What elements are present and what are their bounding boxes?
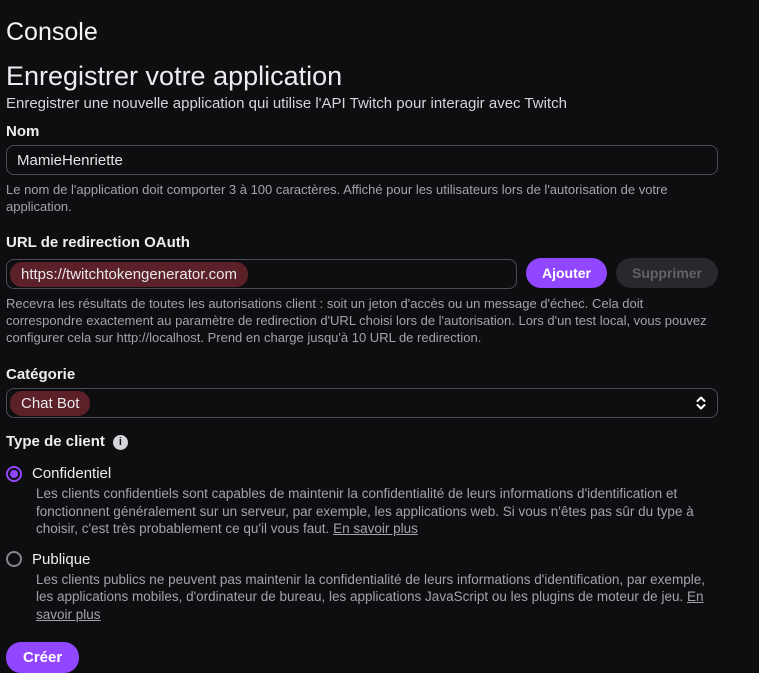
client-type-field xyxy=(6,432,718,623)
name-field xyxy=(6,122,718,215)
public-description-text: Les clients publics ne peuvent pas maintenir la confidentialité de leurs informations d'identification, par exemple, les applications mobiles, d'ordinateur de bureau, les applications JavaScript ou les plugins de moteur de jeu. xyxy=(36,571,705,604)
confidential-description-text: Les clients confidentiels sont capables de maintenir la confidentialité de leurs informations d'identification et fonctionnent généralement sur un serveur, par exemple, les applications web. Si vous n'êtes pas sûr du type à choisir, c'est très probablement ce qu'il vous faut. xyxy=(36,486,694,536)
client-type-option-public[interactable] xyxy=(6,551,718,568)
category-select[interactable] xyxy=(6,388,718,418)
name-help: Le nom de l'application doit comporter 3 à 100 caractères. Affiché pour les utilisateurs lors de l'autorisation de votre application. xyxy=(6,182,668,214)
radio-confidential[interactable] xyxy=(6,466,22,482)
radio-confidential-label: Confidentiel xyxy=(32,465,112,482)
redirect-url-value: https://twitchtokengenerator.com xyxy=(10,262,248,287)
redirect-url-field xyxy=(6,233,718,346)
category-field xyxy=(6,365,718,418)
category-label: Catégorie xyxy=(6,366,76,383)
create-button[interactable]: Créer xyxy=(6,642,79,673)
info-icon[interactable]: i xyxy=(113,435,128,450)
public-description xyxy=(36,571,718,624)
name-label: Nom xyxy=(6,123,40,140)
section-subtitle: Enregistrer une nouvelle application qui utilise l'API Twitch pour interagir avec Twitch xyxy=(6,95,567,112)
redirect-help: Recevra les résultats de toutes les autorisations client : soit un jeton d'accès ou un message d'échec. Cela doit correspondre exactement au paramètre de redirection d'URL choisi lors de l'autorisation. Lors d'un test local, vous pouvez configurer cela sur http://localhost. Prend en charge jusqu'à 10 URL de redirection. xyxy=(6,296,707,345)
redirect-url-input[interactable] xyxy=(6,259,517,289)
page-title: Console xyxy=(6,18,98,46)
radio-public[interactable] xyxy=(6,551,22,567)
category-selected-value: Chat Bot xyxy=(10,391,90,416)
public-learn-more-link[interactable]: En savoir plus xyxy=(36,589,704,622)
confidential-learn-more-link[interactable]: En savoir plus xyxy=(333,521,418,536)
add-redirect-button[interactable]: Ajouter xyxy=(526,258,607,288)
remove-redirect-button[interactable]: Supprimer xyxy=(616,258,718,288)
name-input[interactable] xyxy=(6,145,718,175)
redirect-url-label: URL de redirection OAuth xyxy=(6,234,190,251)
select-chevrons-icon xyxy=(695,396,707,410)
radio-public-label: Publique xyxy=(32,550,91,568)
client-type-label: Type de client xyxy=(6,433,105,450)
client-type-option-confidential[interactable] xyxy=(6,465,718,482)
section-heading: Enregistrer votre application xyxy=(6,61,343,91)
confidential-description xyxy=(36,485,718,538)
